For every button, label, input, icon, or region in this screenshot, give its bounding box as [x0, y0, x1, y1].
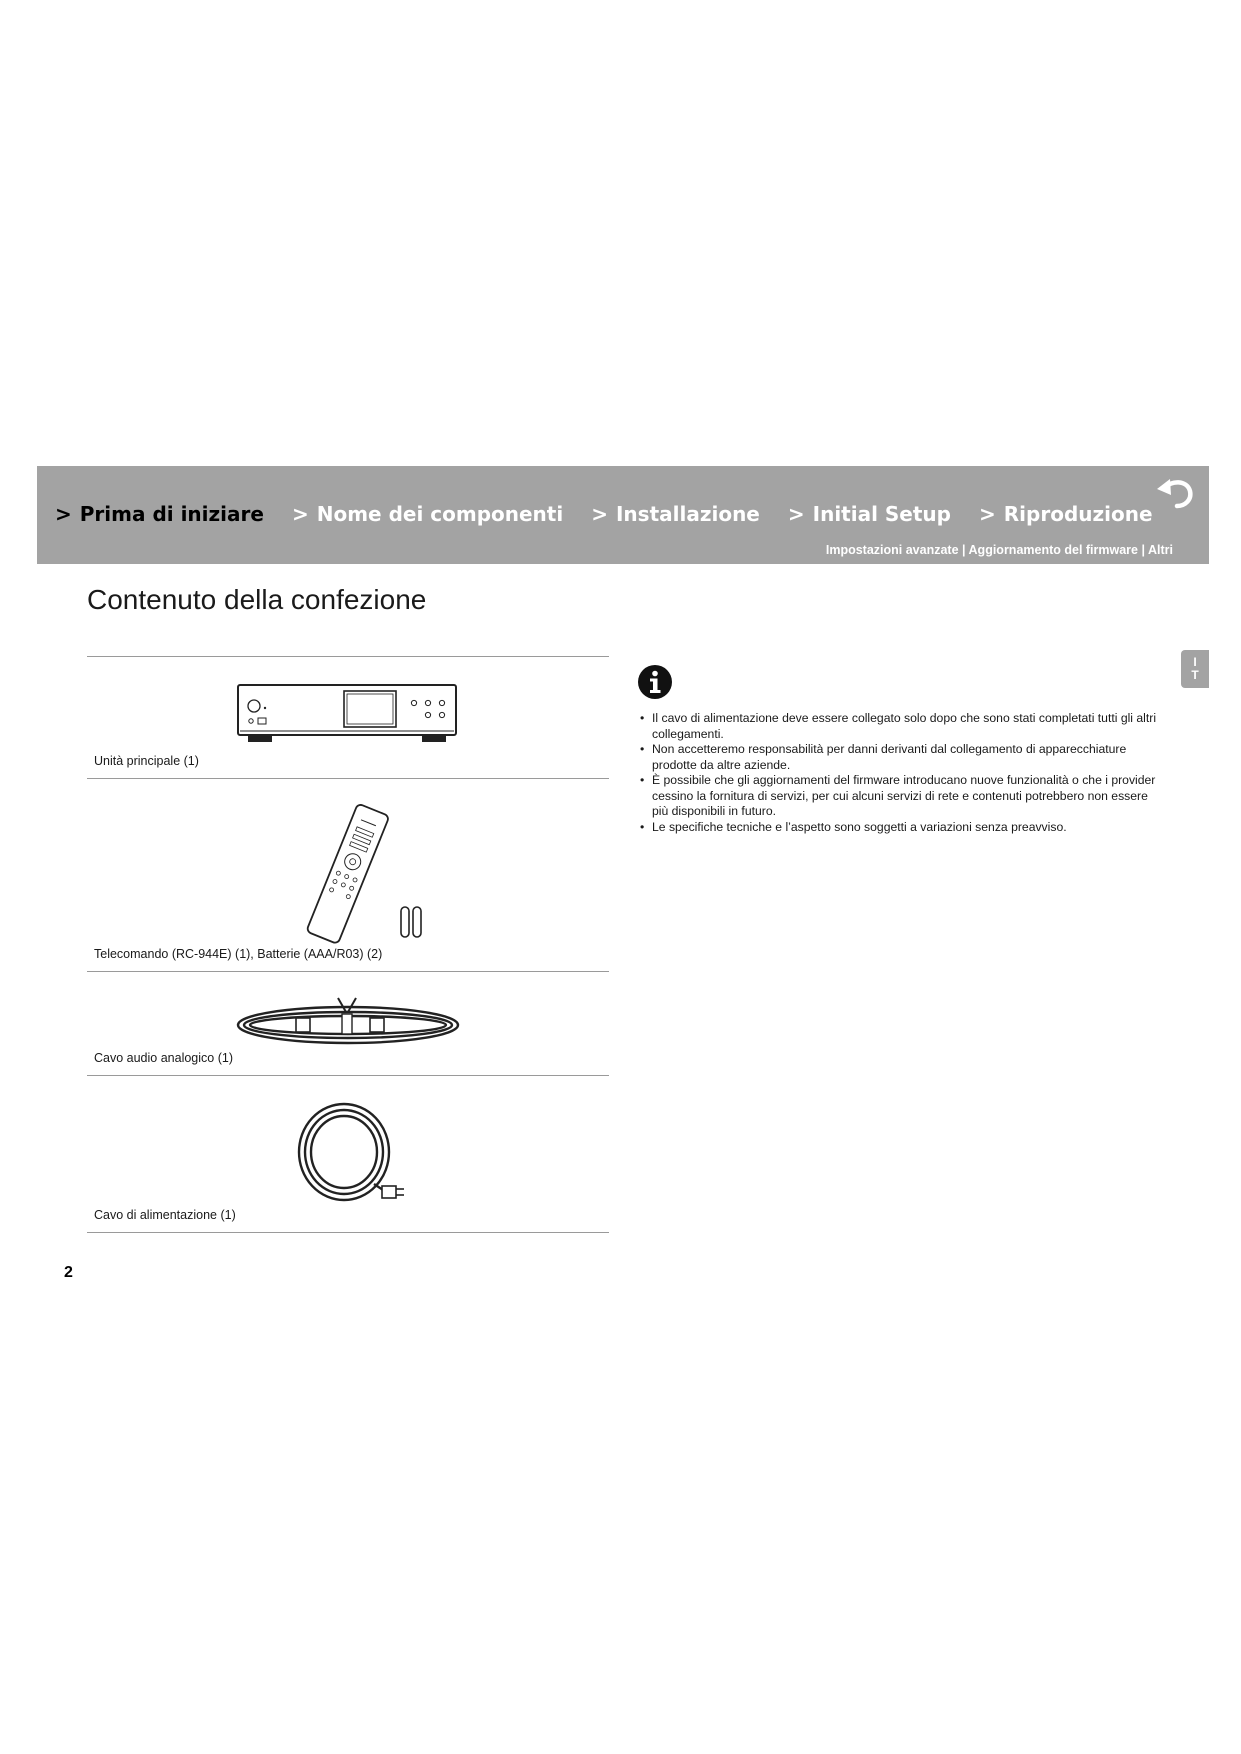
list-item — [87, 1075, 609, 1233]
language-letter: I — [1193, 655, 1197, 669]
note-item: • Le specifiche tecniche e l’aspetto sono soggetti a variazioni senza preavviso. — [640, 820, 1160, 836]
page-title: Contenuto della confezione — [87, 584, 427, 615]
subnav-link-impostazioni-avanzate[interactable]: Impostazioni avanzate — [825, 543, 959, 557]
package-contents-list — [87, 656, 609, 1233]
info-icon — [637, 664, 673, 700]
header-navbar — [37, 466, 1209, 564]
tab-label: Initial Setup — [812, 502, 951, 526]
item-caption: Cavo di alimentazione (1) — [94, 1208, 236, 1222]
audio-cable-illustration — [228, 992, 468, 1052]
chevron-right-icon: > — [787, 502, 805, 526]
list-item — [87, 778, 609, 971]
tab-label: Riproduzione — [1003, 502, 1153, 526]
subnav — [826, 543, 1173, 557]
item-caption: Unità principale (1) — [94, 754, 199, 768]
list-item — [87, 656, 609, 778]
main-unit-illustration — [218, 671, 478, 757]
tab-label: Installazione — [615, 502, 760, 526]
item-caption: Cavo audio analogico (1) — [94, 1051, 233, 1065]
tab-label: Nome dei componenti — [316, 502, 564, 526]
tab-label: Prima di iniziare — [79, 502, 264, 526]
language-tab[interactable] — [1181, 650, 1209, 688]
tab-installazione[interactable] — [591, 502, 760, 526]
tab-riproduzione[interactable] — [979, 502, 1153, 526]
tab-initial-setup[interactable] — [788, 502, 951, 526]
remote-control-illustration — [218, 801, 478, 951]
chevron-right-icon: > — [55, 502, 72, 526]
note-item: • Non accetteremo responsabilità per danni derivanti dal collegamento di apparecchiature prodotte da altre aziende. — [640, 742, 1160, 773]
back-button[interactable] — [1155, 476, 1195, 512]
subnav-link-aggiornamento-firmware[interactable]: Aggiornamento del firmware — [968, 543, 1139, 557]
nav-tabs — [55, 502, 1181, 526]
power-cord-illustration — [278, 1096, 418, 1214]
back-arrow-icon — [1155, 476, 1195, 512]
tab-nome-dei-componenti[interactable] — [292, 502, 563, 526]
chevron-right-icon: > — [291, 502, 309, 526]
subnav-separator: | — [958, 543, 969, 557]
item-caption: Telecomando (RC-944E) (1), Batterie (AAA/R03) (2) — [94, 947, 383, 961]
tab-prima-di-iniziare[interactable] — [55, 502, 264, 526]
language-letter: T — [1191, 668, 1199, 682]
chevron-right-icon: > — [979, 502, 996, 526]
note-item: • Il cavo di alimentazione deve essere collegato solo dopo che sono stati completati tutti gli altri collegamenti. — [640, 711, 1160, 742]
subnav-link-altri[interactable]: Altri — [1148, 543, 1173, 557]
list-item — [87, 971, 609, 1075]
chevron-right-icon: > — [591, 502, 608, 526]
page-number: 2 — [64, 1264, 73, 1281]
notes-list — [640, 711, 1160, 835]
note-item: • È possibile che gli aggiornamenti del firmware introducano nuove funzionalità o che i provider cessino la fornitura di servizi, per cui alcuni servizi di rete e contenuti potrebbero non essere più disponibili in futuro. — [640, 773, 1160, 820]
subnav-separator: | — [1138, 543, 1148, 557]
